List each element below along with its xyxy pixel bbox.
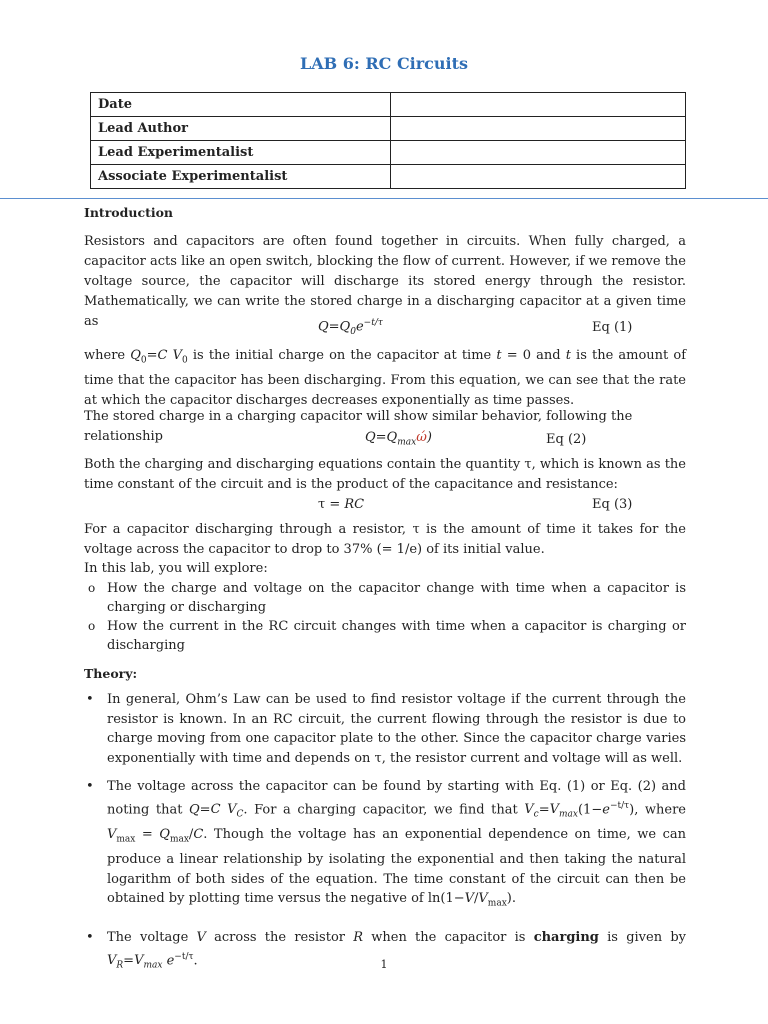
b2-text-c: , where	[634, 801, 686, 817]
equation-3: τ = RC	[318, 497, 365, 512]
b3-text-d: is given by	[598, 930, 686, 945]
lead-author-value[interactable]	[391, 117, 686, 141]
associate-experimentalist-value[interactable]	[391, 165, 686, 189]
intro-paragraph-5: For a capacitor discharging through a resistor, τ is the amount of time it takes for the voltage across the capacitor to drop to 37% (= 1/e) of its initial value.	[84, 522, 686, 557]
b2-text-a: The voltage across the capacitor can be found by starting with Eq. (1) or Eq. (2) and noting that	[107, 779, 686, 817]
charging-emphasis: charging	[533, 930, 599, 945]
date-value[interactable]	[391, 93, 686, 117]
table-row	[91, 141, 686, 165]
lead-author-label: Lead Author	[91, 117, 391, 141]
circle-bullet-icon: o	[88, 581, 96, 595]
theory-list-2	[84, 777, 686, 914]
explore-item-1: How the charge and voltage on the capacitor change with time when a capacitor is charging or discharging	[107, 581, 686, 615]
explore-list	[86, 579, 686, 655]
intro-paragraph-6: In this lab, you will explore:	[84, 561, 268, 576]
b3-text-b: across the resistor	[205, 930, 354, 945]
intro-paragraph-3: The stored charge in a charging capacitor will show similar behavior, following the relationship	[84, 409, 633, 444]
list-item: • The voltage across the capacitor can be found by starting with Eq. (1) or Eq. (2) and noting that Q=C $V_C$. For a charging capacitor, we find that $V_c=V_{max}(1-e^{-t/\tau})$, where $V_{max} = Q_{max}/C$. Though the voltage has an exponential dependence on time, we can produce a linear relationship by isolating the exponential and then taking the natural logarithm of both sides of the equation. The time constant of the circuit can then be obtained by plotting time versus the negative of $\ln(1-V/V_{max})$.	[86, 779, 686, 909]
b3-text-c: when the capacitor is	[363, 930, 534, 945]
list-item	[86, 579, 686, 617]
p2-text-a: where	[84, 348, 131, 363]
intro-paragraph-4: Both the charging and discharging equations contain the quantity τ, which is known as the time constant of the circuit and is the product of the capacitance and resistance:	[84, 457, 686, 492]
list-item	[86, 617, 686, 655]
b2-text-b: . For a charging capacitor, we find that	[243, 801, 525, 817]
page-number: 1	[380, 958, 388, 971]
explore-item-2: How the current in the RC circuit changes with time when a capacitor is charging or discharging	[107, 619, 686, 653]
introduction-heading: Introduction	[84, 205, 174, 220]
bullet-icon: •	[86, 692, 94, 707]
table-row	[91, 117, 686, 141]
p2-text-d: is the amount of time that the capacitor has been discharging. From this equation, we can see that the rate at which the capacitor discharges decreases exponentially as time passes.	[84, 348, 687, 408]
intro-paragraph-2: where $Q_0=C$ $V_0$ is the initial charge on the capacitor at time t = 0 and t is the amount of time that the capacitor has been discharging. From this equation, we can see that the rate at which the capacitor discharges decreases exponentially as time passes.	[84, 348, 687, 408]
intro-paragraph-1: Resistors and capacitors are often found together in circuits. When fully charged, a capacitor acts like an open switch, blocking the flow of current. However, if we remove the voltage source, the capacitor will discharge its stored energy through the resistor. Mathematically, we can write the stored charge in a discharging capacitor at a given time as	[84, 234, 686, 329]
list-item: • The voltage V across the resistor R when the capacitor is charging is given by $V_R=V_{max}$ $e^{-t/\tau}$.	[86, 930, 686, 971]
lead-experimentalist-value[interactable]	[391, 141, 686, 165]
date-label: Date	[91, 93, 391, 117]
b3-text-a: The voltage	[107, 930, 197, 945]
b2-text-d: . Though the voltage has an exponential dependence on time, we can produce a linear relationship by isolating the exponential and then taking the natural logarithm of both sides of the equation. The time constant of the circuit can then be obtained by plotting time versus the negative of	[107, 826, 686, 907]
associate-experimentalist-label: Associate Experimentalist	[91, 165, 391, 189]
page-title: LAB 6: RC Circuits	[299, 54, 469, 73]
equation-2: $Q=Q_{max}ώ$)	[365, 430, 432, 448]
bullet-icon: •	[86, 930, 94, 945]
list-item	[84, 690, 686, 768]
bullet-icon: •	[86, 779, 94, 794]
p2-text-b: is the initial charge on the capacitor at time	[187, 348, 497, 363]
p2-text-c: = 0 and	[501, 348, 566, 363]
lead-experimentalist-label: Lead Experimentalist	[91, 141, 391, 165]
header-divider	[0, 198, 768, 199]
table-row	[91, 165, 686, 189]
circle-bullet-icon: o	[88, 619, 96, 633]
table-row	[91, 93, 686, 117]
theory-heading: Theory:	[84, 666, 138, 681]
theory-bullet-1: In general, Ohm’s Law can be used to find resistor voltage if the current through the resistor is known. In an RC circuit, the current flowing through the resistor is due to charge moving from one capacitor plate to the other. Since the capacitor charge varies exponentially with time and depends on τ, the resistor current and voltage will as well.	[107, 692, 686, 766]
equation-1: $Q=Q_0e^{-t/\tau}$	[318, 318, 383, 337]
equation-1-label: Eq (1)	[592, 320, 633, 335]
equation-3-label: Eq (3)	[592, 497, 633, 512]
equation-2-label: Eq (2)	[546, 432, 587, 447]
theory-list	[84, 690, 686, 768]
lab-info-table	[90, 92, 686, 189]
